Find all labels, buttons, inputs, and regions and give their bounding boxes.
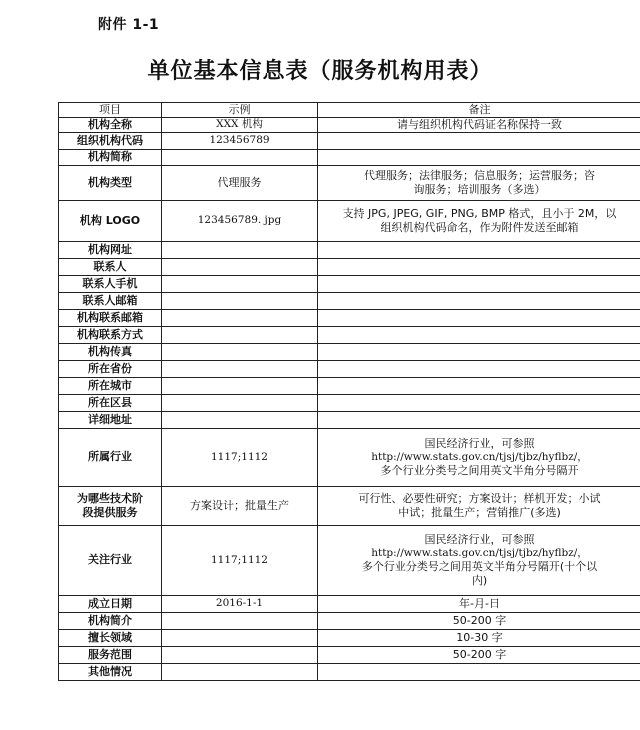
page-title: 单位基本信息表（服务机构用表） (147, 59, 493, 84)
row-item-label: 联系人 (59, 258, 162, 275)
row-note (318, 486, 640, 525)
row-item-label: 机构 LOGO (59, 200, 162, 241)
table-row (59, 394, 640, 411)
row-item-label: 关注行业 (59, 525, 162, 595)
row-note (318, 275, 640, 292)
table-row (59, 663, 640, 680)
row-example-value (162, 309, 318, 326)
row-example-value (162, 241, 318, 258)
row-item-label: 服务范围 (59, 646, 162, 663)
table-row (59, 428, 640, 486)
table-row (59, 411, 640, 428)
row-note-line: 50-200 字 (452, 613, 507, 627)
row-note (318, 663, 640, 680)
row-item-label: 所在城市 (59, 377, 162, 394)
row-item-label: 联系人手机 (59, 275, 162, 292)
row-item-label: 所在省份 (59, 360, 162, 377)
row-item-label: 联系人邮箱 (59, 292, 162, 309)
table-row (59, 165, 640, 200)
row-example-value (162, 258, 318, 275)
row-note (318, 258, 640, 275)
row-note (318, 646, 640, 663)
row-item-label: 机构网址 (59, 241, 162, 258)
row-example-value: XXX 机构 (162, 117, 318, 132)
row-note-line: 中试；批量生产；营销推广(多选) (398, 505, 561, 519)
row-example-value (162, 275, 318, 292)
row-note (318, 165, 640, 200)
row-example-value (162, 377, 318, 394)
row-note (318, 629, 640, 646)
row-example-value: 代理服务 (162, 165, 318, 200)
row-note (318, 200, 640, 241)
row-note-line: 支持 JPG, JPEG, GIF, PNG, BMP 格式，且小于 2M，以 (342, 207, 617, 220)
row-item-label: 其他情况 (59, 663, 162, 680)
table-row (59, 149, 640, 165)
row-note (318, 428, 640, 486)
row-example-value (162, 360, 318, 377)
row-example-value: 123456789. jpg (162, 200, 318, 241)
row-note-line: http://www.stats.gov.cn/tjsj/tjbz/hyflbz/， (371, 546, 588, 559)
table-row (59, 275, 640, 292)
row-item-label: 机构全称 (59, 117, 162, 132)
row-note-line: 组织机构代码命名，作为附件发送至邮箱 (380, 220, 579, 234)
table-row (59, 629, 640, 646)
row-note-line: 国民经济行业，可参照 (424, 436, 535, 450)
table-row (59, 241, 640, 258)
row-note-line: 请与组织机构代码证名称保持一致 (397, 117, 562, 131)
row-note (318, 525, 640, 595)
row-note (318, 149, 640, 165)
row-item-label: 机构简称 (59, 149, 162, 165)
table-row (59, 343, 640, 360)
table-row (59, 309, 640, 326)
table-row (59, 326, 640, 343)
row-note (318, 360, 640, 377)
row-note (318, 595, 640, 612)
table-row (59, 132, 640, 149)
table-row (59, 292, 640, 309)
table-row (59, 486, 640, 525)
row-example-value (162, 411, 318, 428)
row-item-label-line: 段提供服务 (82, 505, 138, 519)
row-example-value: 2016-1-1 (162, 595, 318, 612)
row-example-value: 方案设计；批量生产 (162, 486, 318, 525)
row-item-label: 所属行业 (59, 428, 162, 486)
row-example-value (162, 343, 318, 360)
table-row (59, 612, 640, 629)
row-note-line: 询服务；培训服务（多选） (413, 182, 546, 196)
row-note (318, 394, 640, 411)
table-row (59, 200, 640, 241)
row-item-label: 机构简介 (59, 612, 162, 629)
row-note (318, 612, 640, 629)
row-example-value: 1117;1112 (162, 428, 318, 486)
row-note (318, 309, 640, 326)
column-header-example: 示例 (162, 103, 318, 118)
row-example-value (162, 292, 318, 309)
row-example-value (162, 663, 318, 680)
column-header-note: 备注 (318, 103, 640, 118)
row-example-value: 1117;1112 (162, 525, 318, 595)
row-item-label: 擅长领域 (59, 629, 162, 646)
row-item-label: 组织机构代码 (59, 132, 162, 149)
table-row (59, 360, 640, 377)
table-row (59, 525, 640, 595)
row-item-label-line: 为哪些技术阶 (77, 492, 143, 505)
row-note (318, 411, 640, 428)
row-example-value (162, 326, 318, 343)
row-item-label: 详细地址 (59, 411, 162, 428)
row-example-value (162, 394, 318, 411)
row-example-value (162, 629, 318, 646)
row-note-line: 多个行业分类号之间用英文半角分号隔开 (380, 463, 579, 477)
attachment-label: 附件 1-1 (98, 17, 160, 33)
row-note (318, 326, 640, 343)
row-note-line: 代理服务；法律服务；信息服务；运营服务；咨 (364, 169, 595, 182)
row-note-line: 内) (471, 573, 488, 587)
row-note (318, 377, 640, 394)
row-item-label: 成立日期 (59, 595, 162, 612)
column-header-item: 项目 (59, 103, 162, 118)
row-item-label: 机构联系邮箱 (59, 309, 162, 326)
row-note-line: 国民经济行业，可参照 (424, 533, 535, 547)
row-note (318, 241, 640, 258)
table-row (59, 377, 640, 394)
row-item-label: 机构联系方式 (59, 326, 162, 343)
row-note-line: 多个行业分类号之间用英文半角分号隔开(十个以 (361, 559, 598, 573)
row-example-value: 123456789 (162, 132, 318, 149)
row-example-value (162, 149, 318, 165)
row-example-value (162, 646, 318, 663)
table-row (59, 646, 640, 663)
row-note (318, 117, 640, 132)
table-row (59, 258, 640, 275)
row-item-label: 机构类型 (59, 165, 162, 200)
table-row (59, 595, 640, 612)
row-note-line: 10-30 字 (456, 630, 503, 644)
row-example-value (162, 612, 318, 629)
row-note-line: 可行性、必要性研究；方案设计；样机开发；小试 (358, 492, 601, 505)
row-item-label: 所在区县 (59, 394, 162, 411)
row-note (318, 292, 640, 309)
info-table (58, 102, 640, 681)
row-note (318, 343, 640, 360)
table-row (59, 117, 640, 132)
table-header-row (59, 103, 640, 118)
row-item-label: 机构传真 (59, 343, 162, 360)
row-note-line: 年-月-日 (459, 596, 500, 610)
row-item-label (59, 486, 162, 525)
row-note-line: 50-200 字 (452, 647, 507, 661)
row-note (318, 132, 640, 149)
row-note-line: http://www.stats.gov.cn/tjsj/tjbz/hyflbz/， (371, 450, 588, 463)
